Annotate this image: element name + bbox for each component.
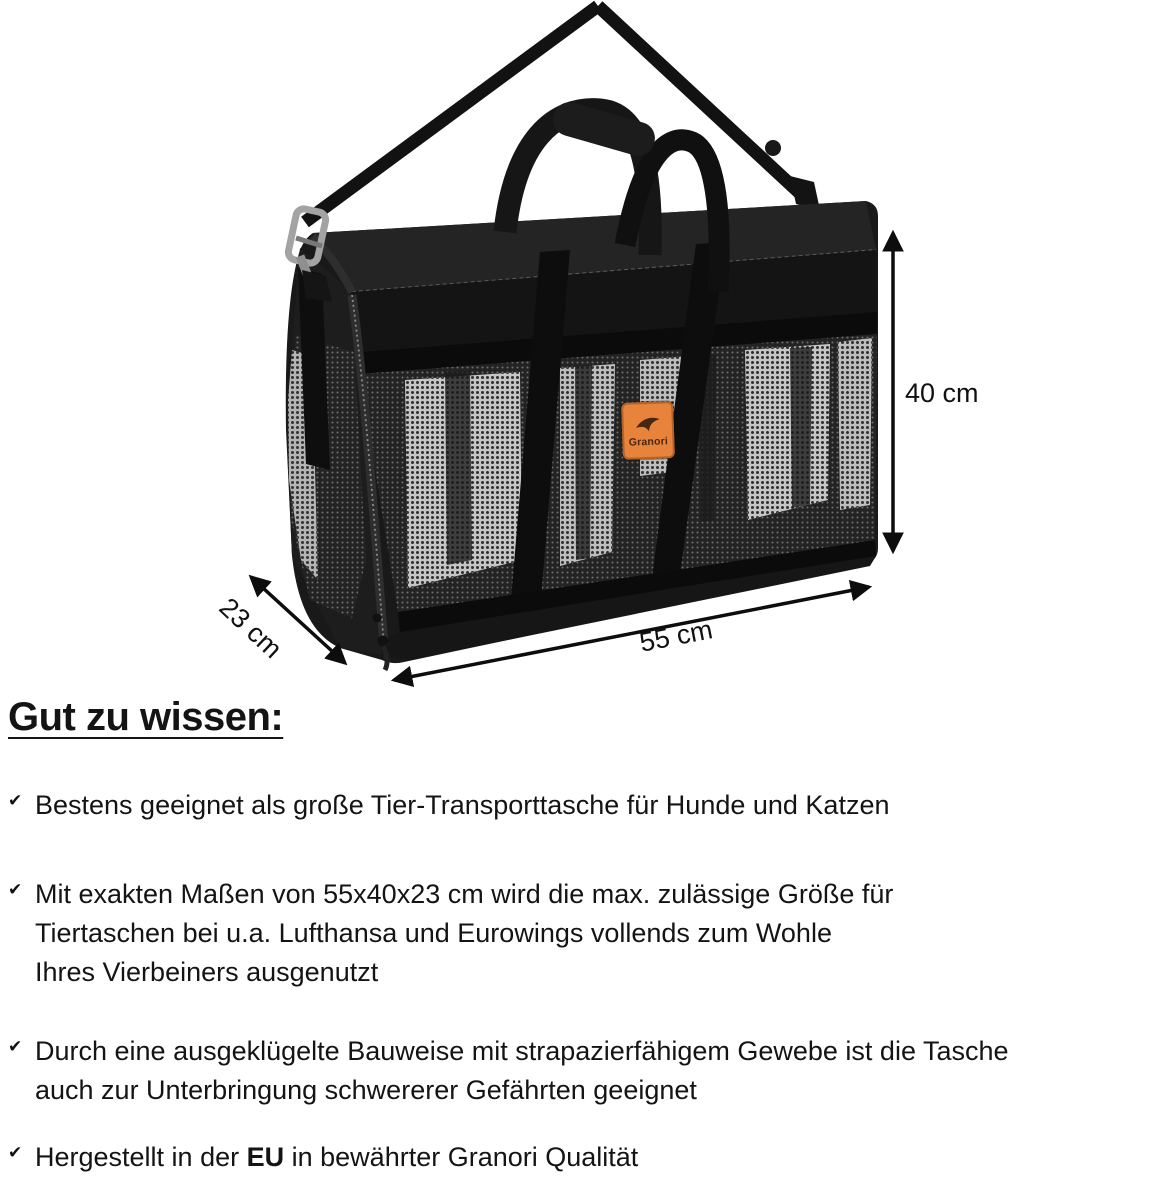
- bullet-item: [8, 1032, 1164, 1110]
- bullet-line: Durch eine ausgeklügelte Bauweise mit strapazierfähigem Gewebe ist die Tasche: [35, 1036, 1009, 1066]
- brand-label-text: Granori: [628, 434, 669, 449]
- check-icon: ✔: [8, 791, 23, 810]
- bullet-text: [35, 875, 893, 992]
- bullet-text: [35, 1138, 638, 1177]
- bag-body: [286, 201, 878, 670]
- bullet-item: [8, 875, 1164, 992]
- bullet-text: [35, 1032, 1009, 1110]
- brand-label: [621, 401, 675, 460]
- bullet-line: auch zur Unterbringung schwererer Gefährten geeignet: [35, 1075, 697, 1105]
- bullet-line-prefix: Hergestellt in der: [35, 1142, 247, 1172]
- check-icon: ✔: [8, 880, 23, 899]
- bullet-text: [35, 786, 889, 825]
- bullet-line-suffix: in bewährter Granori Qualität: [284, 1142, 639, 1172]
- bullet-line: Bestens geeignet als große Tier-Transporttasche für Hunde und Katzen: [35, 790, 890, 820]
- bullet-item: [8, 1138, 1164, 1177]
- bullet-line: [35, 1138, 638, 1177]
- dimension-label-width: 55 cm: [637, 614, 715, 658]
- bullet-line: Tiertaschen bei u.a. Lufthansa und Eurowings vollends zum Wohle: [35, 918, 832, 948]
- check-icon: ✔: [8, 1037, 23, 1056]
- section-heading: Gut zu wissen:: [8, 695, 284, 739]
- dimension-label-height: 40 cm: [905, 378, 979, 408]
- bullet-line: Mit exakten Maßen von 55x40x23 cm wird die max. zulässige Größe für: [35, 879, 894, 909]
- dimension-label-depth: 23 cm: [213, 592, 288, 665]
- bullet-line-bold: EU: [246, 1142, 285, 1172]
- bullet-line: Ihres Vierbeiners ausgenutzt: [35, 957, 379, 987]
- info-section: [0, 694, 1164, 1177]
- check-icon: ✔: [8, 1143, 23, 1162]
- strap-adjuster: [765, 140, 781, 156]
- brand-bird-icon: [632, 413, 663, 436]
- bullet-item: [8, 786, 1164, 825]
